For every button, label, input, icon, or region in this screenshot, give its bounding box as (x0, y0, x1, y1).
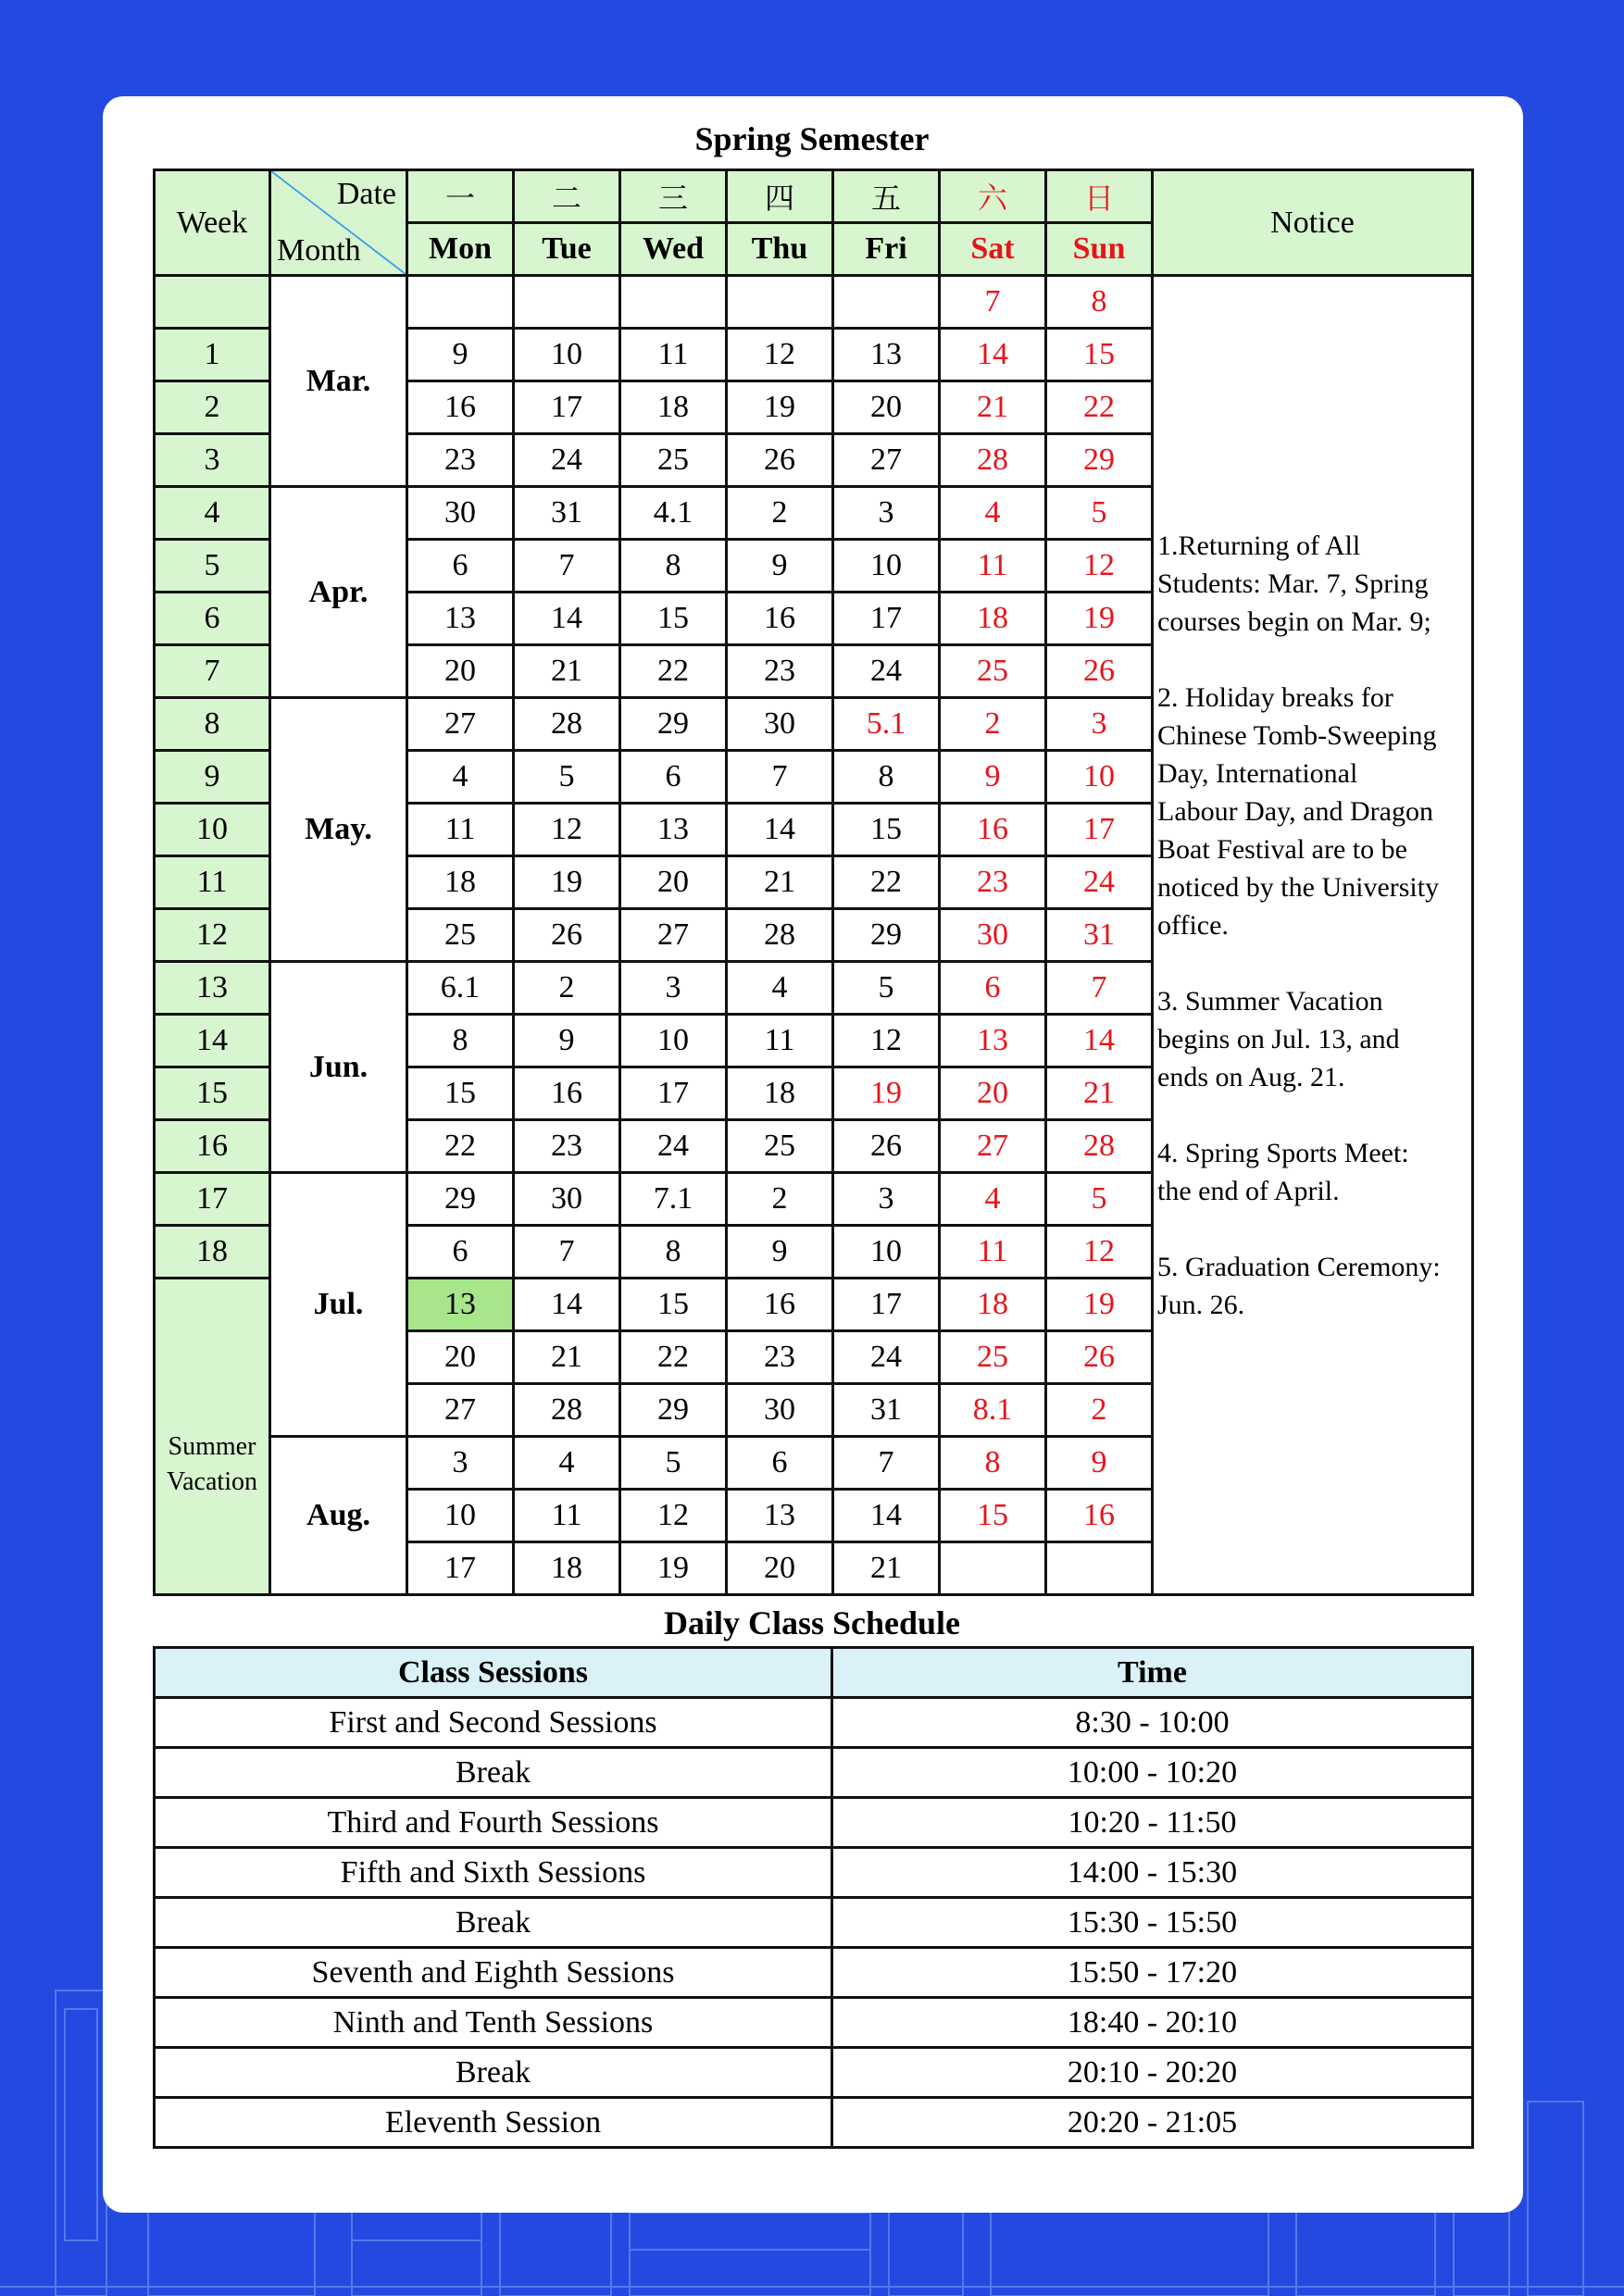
day-cell: 20 (407, 1331, 514, 1384)
day-cell: 28 (514, 698, 620, 751)
notice-item: 2. Holiday breaks for Chinese Tomb-Sweeping Day, International Labour Day, and Dragon Boat Festival are to be noticed by the University office. (1157, 682, 1440, 941)
day-cn-wed: 三 (620, 170, 727, 223)
day-cell: 16 (727, 593, 833, 645)
day-cell: 17 (407, 1542, 514, 1595)
day-cell: 10 (1046, 751, 1153, 804)
day-cell: 21 (1046, 1067, 1153, 1120)
day-cell: 26 (833, 1120, 940, 1173)
day-cell: 30 (727, 1384, 833, 1437)
day-cell: 6.1 (407, 962, 514, 1015)
day-cell: 8 (1046, 276, 1153, 329)
day-cell: 7 (940, 276, 1046, 329)
day-cell: 13 (407, 1279, 514, 1331)
day-cell: 8.1 (940, 1384, 1046, 1437)
day-cell: 29 (407, 1173, 514, 1226)
day-cell: 20 (620, 856, 727, 909)
day-cell: 10 (620, 1015, 727, 1067)
day-cell (833, 276, 940, 329)
session-name: Break (155, 1748, 832, 1798)
day-cell: 18 (620, 381, 727, 434)
day-en-wed: Wed (620, 223, 727, 276)
day-cell: 14 (1046, 1015, 1153, 1067)
calendar-row (155, 276, 1473, 329)
day-cell: 19 (620, 1542, 727, 1595)
week-number: 15 (155, 1067, 270, 1120)
day-cell: 16 (1046, 1490, 1153, 1542)
day-cell: 11 (727, 1015, 833, 1067)
day-cell: 24 (620, 1120, 727, 1173)
day-cell (620, 276, 727, 329)
day-cell: 27 (620, 909, 727, 962)
day-cell: 20 (833, 381, 940, 434)
week-number: 1 (155, 329, 270, 381)
day-cell: 10 (833, 1226, 940, 1279)
day-cell: 18 (514, 1542, 620, 1595)
day-cell: 29 (620, 698, 727, 751)
day-cell: 13 (940, 1015, 1046, 1067)
day-cell: 14 (727, 804, 833, 856)
notice-header: Notice (1153, 170, 1473, 276)
day-cell: 6 (727, 1437, 833, 1490)
day-cell: 15 (620, 1279, 727, 1331)
day-cell: 4 (940, 1173, 1046, 1226)
summer-vacation-label: Summer Vacation (155, 1279, 270, 1595)
day-cell: 3 (1046, 698, 1153, 751)
day-cell: 27 (833, 434, 940, 487)
day-cell: 5 (620, 1437, 727, 1490)
session-name: Third and Fourth Sessions (155, 1798, 832, 1848)
day-cell: 29 (833, 909, 940, 962)
day-cell: 28 (940, 434, 1046, 487)
day-cell: 27 (407, 1384, 514, 1437)
day-cell: 7 (833, 1437, 940, 1490)
week-number: 16 (155, 1120, 270, 1173)
day-cn-mon: 一 (407, 170, 514, 223)
day-cell: 31 (514, 487, 620, 540)
day-cell: 3 (833, 487, 940, 540)
session-name: Break (155, 2048, 832, 2098)
day-cell: 6 (407, 540, 514, 593)
day-cell: 12 (727, 329, 833, 381)
day-cell: 25 (620, 434, 727, 487)
day-cell: 21 (727, 856, 833, 909)
day-cell: 28 (727, 909, 833, 962)
day-cell: 12 (514, 804, 620, 856)
day-cell: 23 (514, 1120, 620, 1173)
day-cell: 4 (727, 962, 833, 1015)
month-name: Aug. (270, 1437, 407, 1595)
schedule-row (155, 2098, 1473, 2148)
day-cell: 17 (833, 1279, 940, 1331)
day-cn-tue: 二 (514, 170, 620, 223)
session-time: 15:30 - 15:50 (832, 1898, 1473, 1948)
day-cell: 21 (940, 381, 1046, 434)
day-cell: 15 (1046, 329, 1153, 381)
day-cell (1046, 1542, 1153, 1595)
day-cell: 12 (620, 1490, 727, 1542)
day-cell: 22 (1046, 381, 1153, 434)
session-time: 18:40 - 20:10 (832, 1998, 1473, 2048)
day-cell: 18 (940, 1279, 1046, 1331)
day-cell: 16 (940, 804, 1046, 856)
day-cell: 20 (940, 1067, 1046, 1120)
day-cell: 9 (727, 540, 833, 593)
notice-item: 3. Summer Vacation begins on Jul. 13, and ends on Aug. 21. (1157, 986, 1400, 1092)
day-cell: 9 (407, 329, 514, 381)
day-cell: 30 (407, 487, 514, 540)
day-cell: 24 (833, 1331, 940, 1384)
schedule-row (155, 1948, 1473, 1998)
day-cell: 27 (940, 1120, 1046, 1173)
day-cell (727, 276, 833, 329)
session-time: 15:50 - 17:20 (832, 1948, 1473, 1998)
session-time: 8:30 - 10:00 (832, 1698, 1473, 1748)
day-cell: 31 (833, 1384, 940, 1437)
day-cell: 8 (407, 1015, 514, 1067)
day-cell: 3 (620, 962, 727, 1015)
week-number: 3 (155, 434, 270, 487)
day-cell: 9 (727, 1226, 833, 1279)
day-cell: 17 (1046, 804, 1153, 856)
day-cell: 4.1 (620, 487, 727, 540)
day-cell: 8 (620, 1226, 727, 1279)
day-cell: 24 (514, 434, 620, 487)
day-en-tue: Tue (514, 223, 620, 276)
day-cell: 14 (833, 1490, 940, 1542)
day-cell: 5 (1046, 1173, 1153, 1226)
day-cell: 24 (833, 645, 940, 698)
day-cell: 26 (1046, 1331, 1153, 1384)
day-cell (407, 276, 514, 329)
session-time: 20:10 - 20:20 (832, 2048, 1473, 2098)
schedule-row (155, 1898, 1473, 1948)
month-label: Month (277, 233, 361, 268)
day-cell: 27 (407, 698, 514, 751)
notice-panel (1153, 276, 1473, 1595)
day-cell: 16 (514, 1067, 620, 1120)
day-cell: 21 (514, 645, 620, 698)
week-number: 13 (155, 962, 270, 1015)
day-cell: 26 (1046, 645, 1153, 698)
schedule-row (155, 1798, 1473, 1848)
day-cell: 2 (1046, 1384, 1153, 1437)
day-cell: 10 (833, 540, 940, 593)
day-en-sat: Sat (940, 223, 1046, 276)
day-cell: 3 (407, 1437, 514, 1490)
day-cell: 14 (940, 329, 1046, 381)
day-cell: 23 (940, 856, 1046, 909)
day-cell: 29 (620, 1384, 727, 1437)
week-number: 10 (155, 804, 270, 856)
day-cell: 6 (407, 1226, 514, 1279)
session-time: 20:20 - 21:05 (832, 2098, 1473, 2148)
day-cell: 23 (407, 434, 514, 487)
day-cell: 6 (620, 751, 727, 804)
day-cell: 19 (833, 1067, 940, 1120)
day-cell: 15 (407, 1067, 514, 1120)
notice-item: 1.Returning of All Students: Mar. 7, Spring courses begin on Mar. 9; (1157, 530, 1431, 637)
day-cell: 28 (1046, 1120, 1153, 1173)
day-cn-sat: 六 (940, 170, 1046, 223)
day-cell: 12 (1046, 540, 1153, 593)
day-cell: 19 (727, 381, 833, 434)
day-cell: 7 (514, 540, 620, 593)
day-cell: 13 (407, 593, 514, 645)
session-name: First and Second Sessions (155, 1698, 832, 1748)
day-cell: 5 (1046, 487, 1153, 540)
day-cell: 17 (620, 1067, 727, 1120)
day-cell: 17 (833, 593, 940, 645)
month-name: May. (270, 698, 407, 962)
day-cell: 2 (514, 962, 620, 1015)
day-cn-sun: 日 (1046, 170, 1153, 223)
day-cell: 11 (620, 329, 727, 381)
day-cell: 12 (1046, 1226, 1153, 1279)
day-cell: 31 (1046, 909, 1153, 962)
day-cell: 15 (620, 593, 727, 645)
day-cell: 4 (940, 487, 1046, 540)
day-cell (940, 1542, 1046, 1595)
week-number: 7 (155, 645, 270, 698)
day-cell: 7 (727, 751, 833, 804)
day-cell: 22 (407, 1120, 514, 1173)
day-cell: 12 (833, 1015, 940, 1067)
day-cell: 15 (833, 804, 940, 856)
day-cell: 14 (514, 1279, 620, 1331)
week-number: 5 (155, 540, 270, 593)
day-cell: 25 (940, 645, 1046, 698)
session-time: 14:00 - 15:30 (832, 1848, 1473, 1898)
session-name: Break (155, 1898, 832, 1948)
week-number: 4 (155, 487, 270, 540)
day-cell: 2 (727, 1173, 833, 1226)
day-cell: 5 (833, 962, 940, 1015)
week-number: 8 (155, 698, 270, 751)
day-cell: 20 (407, 645, 514, 698)
day-cell: 11 (407, 804, 514, 856)
session-name: Seventh and Eighth Sessions (155, 1948, 832, 1998)
semester-title: Spring Semester (694, 120, 930, 157)
day-cell: 30 (514, 1173, 620, 1226)
day-cell: 15 (940, 1490, 1046, 1542)
month-name: Apr. (270, 487, 407, 698)
week-header: Week (155, 170, 270, 276)
day-cell: 16 (407, 381, 514, 434)
time-column-header: Time (832, 1648, 1473, 1698)
day-cell: 5 (514, 751, 620, 804)
day-cell: 22 (620, 1331, 727, 1384)
day-cell: 21 (514, 1331, 620, 1384)
semester-calendar (153, 168, 1474, 1596)
day-cn-thu: 四 (727, 170, 833, 223)
day-cell: 8 (940, 1437, 1046, 1490)
schedule-row (155, 2048, 1473, 2098)
week-number: 11 (155, 856, 270, 909)
day-cell: 19 (1046, 593, 1153, 645)
day-cell: 19 (1046, 1279, 1153, 1331)
day-cell: 4 (514, 1437, 620, 1490)
day-cell: 16 (727, 1279, 833, 1331)
day-cell: 26 (727, 434, 833, 487)
day-cell: 18 (727, 1067, 833, 1120)
schedule-row (155, 1748, 1473, 1798)
date-label: Date (336, 177, 396, 211)
notice-item: 4. Spring Sports Meet: the end of April. (1157, 1138, 1409, 1206)
day-cell: 23 (727, 645, 833, 698)
day-cell: 30 (940, 909, 1046, 962)
month-name: Jun. (270, 962, 407, 1173)
day-cell: 30 (727, 698, 833, 751)
day-cell: 29 (1046, 434, 1153, 487)
day-cell: 28 (514, 1384, 620, 1437)
day-cell: 22 (833, 856, 940, 909)
day-en-fri: Fri (833, 223, 940, 276)
day-cell: 10 (514, 329, 620, 381)
day-cell: 7 (514, 1226, 620, 1279)
day-cell: 24 (1046, 856, 1153, 909)
day-cell: 10 (407, 1490, 514, 1542)
day-cell: 7.1 (620, 1173, 727, 1226)
day-cell: 4 (407, 751, 514, 804)
day-cell: 11 (514, 1490, 620, 1542)
day-cell: 9 (1046, 1437, 1153, 1490)
day-cell: 13 (727, 1490, 833, 1542)
day-cell: 9 (940, 751, 1046, 804)
week-number: 14 (155, 1015, 270, 1067)
date-month-header (270, 170, 407, 276)
month-name: Jul. (270, 1173, 407, 1437)
day-cell: 25 (940, 1331, 1046, 1384)
day-cell: 25 (727, 1120, 833, 1173)
day-cell: 11 (940, 1226, 1046, 1279)
day-cell (514, 276, 620, 329)
day-cell: 26 (514, 909, 620, 962)
session-name: Eleventh Session (155, 2098, 832, 2148)
day-cell: 23 (727, 1331, 833, 1384)
day-cell: 14 (514, 593, 620, 645)
schedule-row (155, 1998, 1473, 2048)
schedule-row (155, 1848, 1473, 1898)
day-en-mon: Mon (407, 223, 514, 276)
day-cell: 8 (620, 540, 727, 593)
day-cell: 6 (940, 962, 1046, 1015)
month-name: Mar. (270, 276, 407, 487)
week-number: 12 (155, 909, 270, 962)
day-cell: 5.1 (833, 698, 940, 751)
day-cell: 13 (833, 329, 940, 381)
day-en-sun: Sun (1046, 223, 1153, 276)
day-cn-fri: 五 (833, 170, 940, 223)
day-en-thu: Thu (727, 223, 833, 276)
day-cell: 9 (514, 1015, 620, 1067)
session-time: 10:00 - 10:20 (832, 1748, 1473, 1798)
week-number: 18 (155, 1226, 270, 1279)
week-number: 2 (155, 381, 270, 434)
schedule-row (155, 1698, 1473, 1748)
day-cell: 7 (1046, 962, 1153, 1015)
day-cell: 2 (940, 698, 1046, 751)
day-cell: 18 (940, 593, 1046, 645)
daily-class-schedule (153, 1646, 1474, 2149)
week-number: 17 (155, 1173, 270, 1226)
day-cell: 17 (514, 381, 620, 434)
day-cell: 18 (407, 856, 514, 909)
notice-item: 5. Graduation Ceremony: Jun. 26. (1157, 1252, 1441, 1320)
week-number: 9 (155, 751, 270, 804)
day-cell: 25 (407, 909, 514, 962)
week-number (155, 276, 270, 329)
session-name: Ninth and Tenth Sessions (155, 1998, 832, 2048)
session-name: Fifth and Sixth Sessions (155, 1848, 832, 1898)
day-cell: 22 (620, 645, 727, 698)
day-cell: 11 (940, 540, 1046, 593)
day-cell: 21 (833, 1542, 940, 1595)
day-cell: 20 (727, 1542, 833, 1595)
sessions-column-header: Class Sessions (155, 1648, 832, 1698)
day-cell: 2 (727, 487, 833, 540)
day-cell: 8 (833, 751, 940, 804)
week-number: 6 (155, 593, 270, 645)
day-cell: 19 (514, 856, 620, 909)
session-time: 10:20 - 11:50 (832, 1798, 1473, 1848)
schedule-title: Daily Class Schedule (663, 1604, 961, 1641)
day-cell: 13 (620, 804, 727, 856)
day-cell: 3 (833, 1173, 940, 1226)
